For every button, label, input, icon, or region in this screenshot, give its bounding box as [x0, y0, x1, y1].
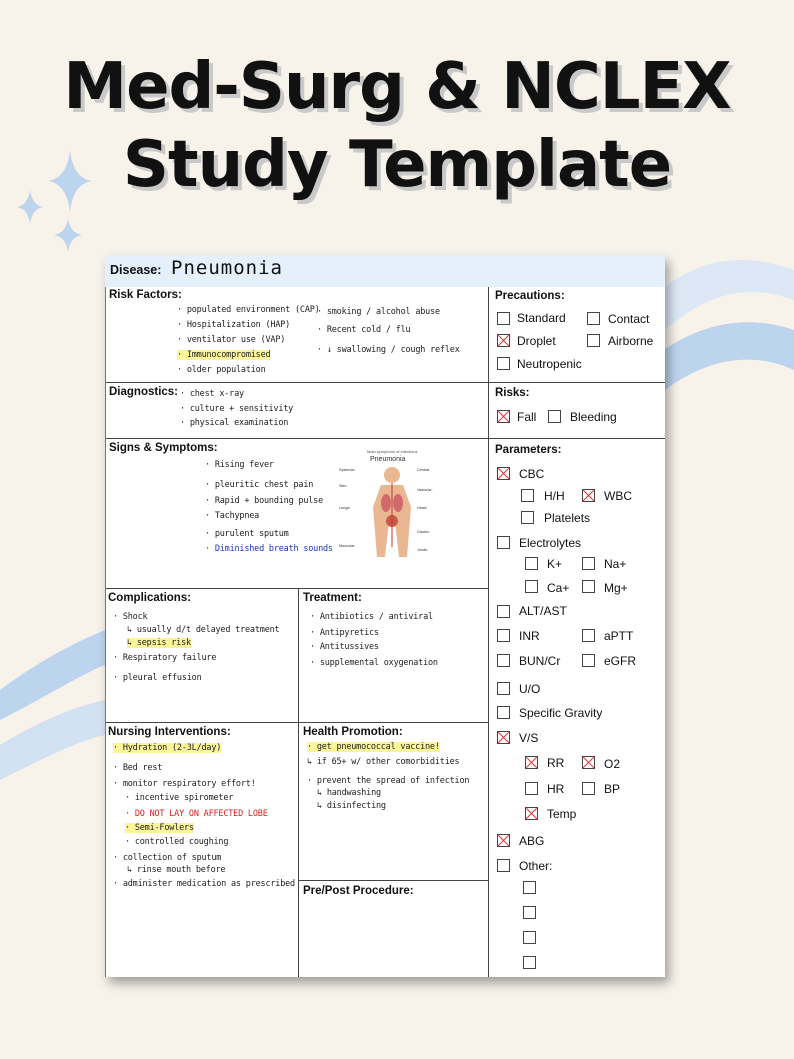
intervention-item: · controlled coughing	[125, 837, 229, 847]
intervention-item: · incentive spirometer	[125, 793, 234, 803]
risk-factor: · smoking / alcohol abuse	[317, 307, 440, 317]
precaution-droplet-checkbox[interactable]	[497, 334, 510, 347]
param-cbc-checkbox[interactable]	[497, 467, 510, 480]
diagnostic-item: · chest x-ray	[180, 389, 244, 399]
intervention-item: · monitor respiratory effort!	[113, 779, 256, 789]
risks-title: Risks:	[495, 387, 530, 399]
promotion-item: ↳ if 65+ w/ other comorbidities	[307, 757, 460, 767]
param-inr-checkbox[interactable]	[497, 629, 510, 642]
promotion-item: · get pneumococcal vaccine!	[307, 742, 440, 752]
checkbox-label: Temp	[547, 807, 577, 821]
param-platelets-checkbox[interactable]	[521, 511, 534, 524]
symptom-item: · Rising fever	[205, 460, 274, 470]
checkbox-label: Platelets	[544, 511, 591, 525]
param-na-checkbox[interactable]	[582, 557, 595, 570]
checkbox-label: O2	[604, 757, 621, 771]
precaution-contact-checkbox[interactable]	[587, 312, 600, 325]
complication-item: · Respiratory failure	[113, 653, 217, 663]
diagram-label: Skin:	[339, 484, 348, 488]
diagram-label: Systemic:	[339, 468, 356, 472]
param-other-blank-checkbox[interactable]	[523, 881, 536, 894]
checkbox-label: H/H	[544, 489, 565, 503]
checkbox-label: WBC	[604, 489, 632, 503]
checkbox-label: HR	[547, 782, 565, 796]
risk-bleeding-checkbox[interactable]	[548, 410, 561, 423]
pre-post-procedure-title: Pre/Post Procedure:	[303, 885, 414, 897]
diagram-label: Heart:	[417, 506, 428, 510]
complication-item: ↳ sepsis risk	[127, 638, 191, 648]
nursing-interventions-title: Nursing Interventions:	[108, 726, 231, 738]
param-hh-checkbox[interactable]	[521, 489, 534, 502]
intervention-item: · Hydration (2-3L/day)	[113, 743, 222, 753]
checkbox-label: Neutropenic	[517, 357, 582, 371]
disease-label: Disease:	[110, 263, 162, 277]
param-egfr-checkbox[interactable]	[582, 654, 595, 667]
risk-factor: · older population	[177, 365, 266, 375]
symptom-item: · pleuritic chest pain	[205, 480, 314, 490]
intervention-item: · DO NOT LAY ON AFFECTED LOBE	[125, 809, 268, 819]
risk-fall-checkbox[interactable]	[497, 410, 510, 423]
intervention-item: · collection of sputum	[113, 853, 222, 863]
diagram-label: Gastric:	[417, 530, 431, 534]
checkbox-label: K+	[547, 557, 563, 571]
page-subtitle: Study Template	[122, 128, 672, 202]
checkbox-label: INR	[519, 629, 540, 643]
risk-factor: · Recent cold / flu	[317, 325, 411, 335]
treatment-title: Treatment:	[303, 592, 362, 604]
checkbox-label: Specific Gravity	[519, 706, 603, 720]
checkbox-label: Bleeding	[570, 410, 617, 424]
precaution-neutropenic-checkbox[interactable]	[497, 357, 510, 370]
symptom-item: · Diminished breath sounds	[205, 544, 333, 554]
diagnostic-item: · culture + sensitivity	[180, 404, 294, 414]
checkbox-label: V/S	[519, 731, 539, 745]
page-title: Med-Surg & NCLEX	[63, 50, 731, 124]
intervention-item: · Semi-Fowlers	[125, 823, 194, 833]
promotion-item: ↳ disinfecting	[317, 801, 386, 811]
checkbox-label: Electrolytes	[519, 536, 582, 550]
intervention-item: · administer medication as prescribed	[113, 879, 295, 889]
param-wbc-checkbox[interactable]	[582, 489, 595, 502]
risk-factor: · Immunocompromised	[177, 350, 271, 360]
param-vs-checkbox[interactable]	[497, 731, 510, 744]
checkbox-label: BUN/Cr	[519, 654, 561, 668]
param-hr-checkbox[interactable]	[525, 782, 538, 795]
treatment-item: · Antipyretics	[310, 628, 379, 638]
parameters-title: Parameters:	[495, 444, 562, 456]
risk-factor: · populated environment (CAP)	[177, 305, 320, 315]
param-aptt-checkbox[interactable]	[582, 629, 595, 642]
checkbox-label: Droplet	[517, 334, 556, 348]
promotion-item: ↳ handwashing	[317, 788, 381, 798]
wave-decoration	[650, 322, 794, 390]
sparkle-icon	[54, 218, 82, 252]
checkbox-label: Fall	[517, 410, 537, 424]
checkbox-label: Mg+	[604, 581, 628, 595]
precautions-title: Precautions:	[495, 290, 565, 302]
complication-item: · Shock	[113, 612, 148, 622]
risk-factor: · Hospitalization (HAP)	[177, 320, 291, 330]
param-abg-checkbox[interactable]	[497, 834, 510, 847]
symptom-item: · purulent sputum	[205, 529, 289, 539]
diagram-label: Muscular:	[339, 544, 356, 548]
signs-symptoms-title: Signs & Symptoms:	[109, 442, 218, 454]
intervention-item: · Bed rest	[113, 763, 163, 773]
diagram-caption: Main symptoms of infectious	[367, 449, 418, 454]
symptom-item: · Rapid + bounding pulse	[205, 496, 324, 506]
param-uo-checkbox[interactable]	[497, 682, 510, 695]
diagnostic-item: · physical examination	[180, 418, 289, 428]
diagram-label: Central:	[417, 468, 431, 472]
param-k-checkbox[interactable]	[525, 557, 538, 570]
checkbox-label: U/O	[519, 682, 541, 696]
param-other-blank-checkbox[interactable]	[523, 906, 536, 919]
param-electrolytes-checkbox[interactable]	[497, 536, 510, 549]
checkbox-label: ALT/AST	[519, 604, 567, 618]
param-o2-checkbox[interactable]	[582, 756, 595, 769]
diagnostics-title: Diagnostics:	[109, 386, 179, 398]
checkbox-label: RR	[547, 756, 565, 770]
health-promotion-title: Health Promotion:	[303, 726, 403, 738]
treatment-item: · Antibiotics / antiviral	[310, 612, 433, 622]
checkbox-label: Airborne	[608, 334, 654, 348]
risk-factor: · ↓ swallowing / cough reflex	[317, 345, 460, 355]
param-rr-checkbox[interactable]	[525, 756, 538, 769]
promotion-item: · prevent the spread of infection	[307, 776, 470, 786]
checkbox-label: eGFR	[604, 654, 637, 668]
treatment-item: · supplemental oxygenation	[310, 658, 438, 668]
param-other-checkbox[interactable]	[497, 859, 510, 872]
disease-value: Pneumonia	[171, 257, 283, 279]
wave-decoration	[650, 260, 794, 330]
diagram-label: Joints:	[417, 548, 428, 552]
precaution-airborne-checkbox[interactable]	[587, 334, 600, 347]
diagram-label: Vascular:	[417, 488, 433, 492]
risk-factor: · ventilator use (VAP)	[177, 335, 286, 345]
checkbox-label: BP	[604, 782, 621, 796]
param-specific-gravity-checkbox[interactable]	[497, 706, 510, 719]
checkbox-label: ABG	[519, 834, 545, 848]
treatment-item: · Antitussives	[310, 642, 379, 652]
checkbox-label: Ca+	[547, 581, 570, 595]
param-other-blank-checkbox[interactable]	[523, 956, 536, 969]
param-other-blank-checkbox[interactable]	[523, 931, 536, 944]
param-temp-checkbox[interactable]	[525, 807, 538, 820]
checkbox-label: Standard	[517, 311, 566, 325]
risk-factors-title: Risk Factors:	[109, 289, 182, 301]
symptom-item: · Tachypnea	[205, 511, 260, 521]
checkbox-label: Other:	[519, 859, 553, 873]
checkbox-label: CBC	[519, 467, 545, 481]
diagram-heading: Pneumonia	[370, 456, 406, 463]
checkbox-label: Na+	[604, 557, 627, 571]
param-ca-checkbox[interactable]	[525, 580, 538, 593]
param-bp-checkbox[interactable]	[582, 782, 595, 795]
pneumonia-symptoms-diagram	[337, 447, 443, 571]
complication-item: ↳ usually d/t delayed treatment	[127, 625, 280, 635]
complication-item: · pleural effusion	[113, 673, 202, 683]
diagram-label: Lungs:	[339, 506, 351, 510]
checkbox-label: Contact	[608, 312, 650, 326]
param-bun-checkbox[interactable]	[497, 654, 510, 667]
precaution-standard-checkbox[interactable]	[497, 312, 510, 325]
param-mg-checkbox[interactable]	[582, 580, 595, 593]
wave-decoration	[0, 700, 105, 780]
study-template-sheet	[105, 255, 665, 977]
param-alt-checkbox[interactable]	[497, 605, 510, 618]
checkbox-label: aPTT	[604, 629, 634, 643]
intervention-item: ↳ rinse mouth before	[127, 865, 226, 875]
disease-header	[105, 255, 665, 287]
complications-title: Complications:	[108, 592, 192, 604]
